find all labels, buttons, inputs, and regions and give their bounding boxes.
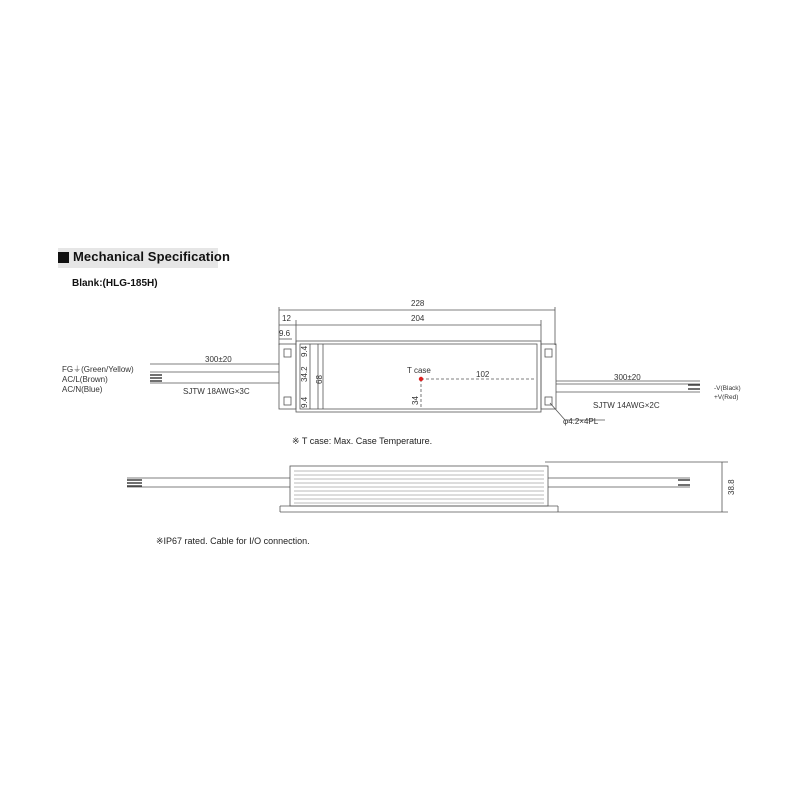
wire-label-acn: AC/N(Blue) [62,385,103,394]
mount-slot-top-right [545,349,552,357]
section-title: Mechanical Specification [73,249,231,264]
side-fins [294,471,544,503]
dim-slot-bottom: 9.4 [300,396,309,408]
left-flange [279,344,296,409]
dim-output-cable-length: 300±20 [614,373,641,382]
dim-body-length: 204 [411,314,425,323]
wire-label-acl: AC/L(Brown) [62,375,108,384]
dim-input-cable-length: 300±20 [205,355,232,364]
input-cable-type: SJTW 18AWG×3C [183,387,250,396]
dim-flange-offset: 12 [282,314,291,323]
side-housing-outline [290,466,548,506]
right-flange [541,344,556,409]
mount-slot-bottom-left [284,397,291,405]
ip67-note: ※IP67 rated. Cable for I/O connection. [156,536,310,546]
dim-side-height: 38.8 [727,479,736,495]
dim-overall-length: 228 [411,299,425,308]
dim-tcase-y: 34 [411,396,420,405]
wire-label-vneg: -V(Black) [714,385,741,392]
dim-body-width: 68 [315,375,324,384]
output-cable-type: SJTW 14AWG×2C [593,401,660,410]
wire-label-vpos: +V(Red) [714,394,739,401]
hole-label: φ4.2×4PL [563,417,599,426]
wire-label-fg: FG⏚(Green/Yellow) [62,365,134,374]
mount-slot-top-left [284,349,291,357]
dim-slot-top: 9.4 [300,345,309,357]
dim-tcase-x: 102 [476,370,490,379]
model-label: Blank:(HLG-185H) [72,278,158,289]
tcase-marker-icon [419,377,423,381]
dim-mount-offset: 9.6 [279,329,291,338]
tcase-note: ※ T case: Max. Case Temperature. [292,436,433,446]
dim-slot-spacing: 34.2 [300,366,309,382]
tcase-label: T case [407,366,431,375]
